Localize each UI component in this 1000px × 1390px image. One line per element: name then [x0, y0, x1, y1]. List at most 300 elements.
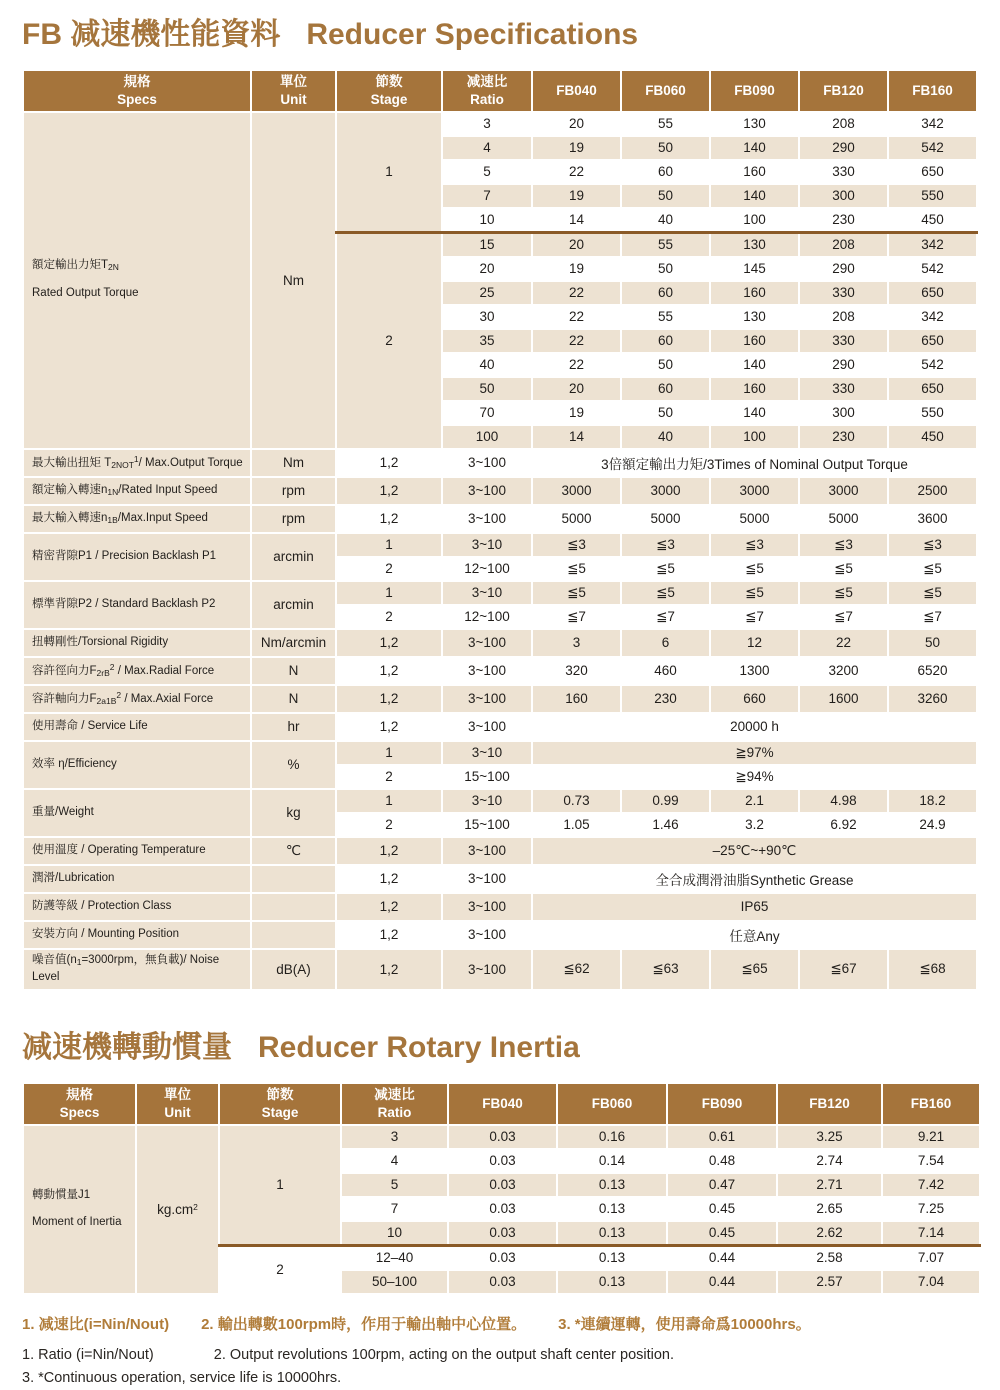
table-row: [23, 581, 977, 605]
value-cell: 20: [532, 232, 621, 257]
column-header: 减速比 Ratio: [341, 1083, 448, 1125]
value-cell: 140: [710, 136, 799, 160]
value-cell: 650: [888, 329, 977, 353]
value-cell: 100: [710, 425, 799, 449]
spec-label-cell: 潤滑/Lubrication: [23, 865, 251, 893]
ratio-cell: 10: [341, 1221, 448, 1246]
footnote-en-3: 3. *Continuous operation, service life is 10000hrs.: [22, 1369, 342, 1386]
value-cell: 0.45: [667, 1221, 777, 1246]
spec-label-cell: 容許徑向力$F_{2rB}^2$ / Max.Radial Force: [23, 657, 251, 685]
value-cell: ≦5: [888, 581, 977, 605]
unit-cell: [251, 865, 336, 893]
stage-cell: 1,2: [336, 657, 442, 685]
ratio-cell: 40: [442, 353, 532, 377]
value-cell: 6: [621, 629, 710, 657]
value-cell: 0.61: [667, 1125, 777, 1149]
value-cell: 7.04: [882, 1270, 980, 1294]
value-span-cell: ≧94%: [532, 765, 977, 789]
value-cell: 50: [621, 401, 710, 425]
table-row: [23, 112, 977, 136]
value-cell: 24.9: [888, 813, 977, 837]
value-cell: 5000: [532, 505, 621, 533]
unit-cell: N: [251, 685, 336, 713]
ratio-cell: 3~10: [442, 741, 532, 765]
reducer-rotary-inertia-table: [22, 1082, 981, 1295]
table-row: [23, 449, 977, 477]
value-cell: 160: [710, 160, 799, 184]
value-cell: ≦3: [710, 533, 799, 557]
ratio-cell: 7: [442, 184, 532, 208]
unit-cell: arcmin: [251, 533, 336, 581]
ratio-cell: 3~10: [442, 533, 532, 557]
value-cell: 60: [621, 160, 710, 184]
value-cell: ≦5: [532, 557, 621, 581]
column-header-model: FB160: [888, 70, 977, 112]
unit-cell: Nm/arcmin: [251, 629, 336, 657]
column-header-model: FB040: [532, 70, 621, 112]
table-row: [23, 629, 977, 657]
ratio-cell: 3~100: [442, 657, 532, 685]
column-header-model: FB060: [557, 1083, 667, 1125]
stage-cell: 1: [219, 1125, 341, 1246]
column-header-model: FB090: [667, 1083, 777, 1125]
value-cell: 130: [710, 305, 799, 329]
value-cell: 230: [621, 685, 710, 713]
ratio-cell: 3~100: [442, 893, 532, 921]
unit-cell: hr: [251, 713, 336, 741]
unit-cell: $kg.cm^2$: [136, 1125, 219, 1294]
ratio-cell: 3~100: [442, 685, 532, 713]
value-cell: 0.99: [621, 789, 710, 813]
value-cell: 650: [888, 377, 977, 401]
value-cell: ≦3: [888, 533, 977, 557]
value-cell: 22: [532, 305, 621, 329]
table-row: [23, 713, 977, 741]
value-cell: 2.65: [777, 1197, 882, 1221]
column-header: 規格 Specs: [23, 70, 251, 112]
value-cell: ≦3: [532, 533, 621, 557]
ratio-cell: 3~100: [442, 449, 532, 477]
value-cell: 20: [532, 112, 621, 136]
value-cell: 550: [888, 401, 977, 425]
spec-label-cell: 防護等級 / Protection Class: [23, 893, 251, 921]
stage-cell: 1,2: [336, 449, 442, 477]
value-cell: 19: [532, 184, 621, 208]
value-cell: 330: [799, 377, 888, 401]
value-cell: 300: [799, 401, 888, 425]
value-cell: ≦5: [621, 581, 710, 605]
ratio-cell: 25: [442, 281, 532, 305]
table-row: [23, 789, 977, 813]
ratio-cell: 3~10: [442, 581, 532, 605]
ratio-cell: 3~10: [442, 789, 532, 813]
value-cell: 0.03: [448, 1245, 557, 1270]
value-cell: 0.03: [448, 1270, 557, 1294]
ratio-cell: 100: [442, 425, 532, 449]
value-cell: 5000: [799, 505, 888, 533]
value-cell: 3.2: [710, 813, 799, 837]
stage-cell: 1,2: [336, 505, 442, 533]
value-cell: 3260: [888, 685, 977, 713]
spec-label-cell: 最大輸入轉速$n_{1B}/Max.Input$ Speed: [23, 505, 251, 533]
value-cell: 6.92: [799, 813, 888, 837]
value-cell: 7.07: [882, 1245, 980, 1270]
value-cell: ≦5: [621, 557, 710, 581]
value-cell: ≦5: [888, 557, 977, 581]
spec-label-cell: 使用壽命 / Service Life: [23, 713, 251, 741]
value-cell: 5000: [710, 505, 799, 533]
ratio-cell: 50: [442, 377, 532, 401]
table-body: [23, 1125, 980, 1294]
stage-cell: 1,2: [336, 477, 442, 505]
ratio-cell: 3~100: [442, 505, 532, 533]
value-cell: 140: [710, 184, 799, 208]
value-cell: 0.48: [667, 1149, 777, 1173]
value-cell: 140: [710, 353, 799, 377]
ratio-cell: 3~100: [442, 837, 532, 865]
stage-cell: 1: [336, 112, 442, 233]
stage-cell: 2: [336, 557, 442, 581]
value-cell: 22: [532, 281, 621, 305]
value-cell: 1300: [710, 657, 799, 685]
unit-cell: rpm: [251, 505, 336, 533]
value-cell: 7.25: [882, 1197, 980, 1221]
ratio-cell: 3~100: [442, 629, 532, 657]
value-cell: 60: [621, 377, 710, 401]
value-cell: 3000: [621, 477, 710, 505]
footnote-en-1: 1. Ratio (i=Nin/Nout): [22, 1346, 154, 1363]
ratio-cell: 4: [442, 136, 532, 160]
value-cell: 342: [888, 112, 977, 136]
value-cell: 1.46: [621, 813, 710, 837]
footnotes-en-line2: [22, 1367, 978, 1390]
ratio-cell: 7: [341, 1197, 448, 1221]
spec-title: [22, 18, 978, 53]
stage-cell: 1,2: [336, 921, 442, 949]
value-cell: 2.71: [777, 1173, 882, 1197]
spec-label-cell: 最大輸出扭矩 $T_{2NOT}^1/$ Max.Output Torque: [23, 449, 251, 477]
value-cell: ≦7: [621, 605, 710, 629]
value-cell: 22: [532, 329, 621, 353]
value-cell: 60: [621, 281, 710, 305]
value-cell: ≦62: [532, 949, 621, 991]
value-cell: 40: [621, 208, 710, 233]
value-cell: 0.16: [557, 1125, 667, 1149]
unit-cell: Nm: [251, 449, 336, 477]
value-span-cell: 全合成潤滑油脂Synthetic Grease: [532, 865, 977, 893]
value-cell: 14: [532, 208, 621, 233]
column-header: 節数 Stage: [336, 70, 442, 112]
value-cell: ≦7: [888, 605, 977, 629]
value-cell: 0.03: [448, 1197, 557, 1221]
ratio-cell: 3~100: [442, 713, 532, 741]
table-header: [23, 70, 977, 112]
stage-cell: 1,2: [336, 837, 442, 865]
column-header: 規格 Specs: [23, 1083, 136, 1125]
value-cell: 230: [799, 425, 888, 449]
value-cell: ≦63: [621, 949, 710, 991]
value-cell: 6520: [888, 657, 977, 685]
value-cell: 542: [888, 136, 977, 160]
table-row: [23, 837, 977, 865]
stage-cell: 1: [336, 581, 442, 605]
spec-label-cell: 扭轉剛性/Torsional Rigidity: [23, 629, 251, 657]
value-cell: 0.13: [557, 1270, 667, 1294]
value-cell: 22: [799, 629, 888, 657]
value-cell: 1600: [799, 685, 888, 713]
column-header-model: FB160: [882, 1083, 980, 1125]
value-cell: 160: [710, 281, 799, 305]
ratio-cell: 5: [442, 160, 532, 184]
value-cell: 20: [532, 377, 621, 401]
value-cell: 55: [621, 112, 710, 136]
value-cell: 290: [799, 353, 888, 377]
value-span-cell: 任意Any: [532, 921, 977, 949]
stage-cell: 1,2: [336, 865, 442, 893]
footnote-zh-2: 2. 輸出轉數100rpm時，作用于輸出軸中心位置。: [201, 1315, 527, 1333]
spec-label-cell: 使用溫度 / Operating Temperature: [23, 837, 251, 865]
inertia-title-en: Reducer Rotary Inertia: [258, 1031, 580, 1065]
value-cell: ≦7: [532, 605, 621, 629]
stage-cell: 1: [336, 533, 442, 557]
value-cell: 330: [799, 329, 888, 353]
value-cell: ≦68: [888, 949, 977, 991]
value-cell: 450: [888, 208, 977, 233]
value-span-cell: 3倍額定輸出力矩/3Times of Nominal Output Torque: [532, 449, 977, 477]
ratio-cell: 15~100: [442, 765, 532, 789]
ratio-cell: 50–100: [341, 1270, 448, 1294]
value-cell: 50: [621, 257, 710, 281]
footnotes-zh: [22, 1313, 978, 1334]
value-cell: 290: [799, 136, 888, 160]
column-header-model: FB120: [777, 1083, 882, 1125]
spec-title-en: Reducer Specifications: [306, 18, 639, 51]
value-cell: 0.13: [557, 1221, 667, 1246]
table-header: [23, 1083, 980, 1125]
value-cell: 22: [532, 160, 621, 184]
value-span-cell: IP65: [532, 893, 977, 921]
value-cell: 0.14: [557, 1149, 667, 1173]
ratio-cell: 30: [442, 305, 532, 329]
stage-cell: 2: [336, 765, 442, 789]
footnotes-en-line1: [22, 1344, 978, 1367]
value-cell: ≦5: [710, 581, 799, 605]
column-header: 節数 Stage: [219, 1083, 341, 1125]
column-header-model: FB120: [799, 70, 888, 112]
value-cell: ≦3: [621, 533, 710, 557]
spec-label-cell: 噪音值($n_1=3000rpm$，無負載)/ Noise Level: [23, 949, 251, 991]
stage-cell: 1,2: [336, 713, 442, 741]
ratio-cell: 15: [442, 232, 532, 257]
value-cell: 40: [621, 425, 710, 449]
value-cell: 9.21: [882, 1125, 980, 1149]
ratio-cell: 70: [442, 401, 532, 425]
value-cell: 542: [888, 257, 977, 281]
column-header-model: FB040: [448, 1083, 557, 1125]
value-cell: 50: [888, 629, 977, 657]
value-span-cell: 20000 h: [532, 713, 977, 741]
value-cell: 208: [799, 232, 888, 257]
unit-cell: N: [251, 657, 336, 685]
value-cell: 2.1: [710, 789, 799, 813]
value-cell: 460: [621, 657, 710, 685]
ratio-cell: 35: [442, 329, 532, 353]
value-cell: 3000: [799, 477, 888, 505]
stage-cell: 2: [336, 813, 442, 837]
ratio-cell: 3~100: [442, 477, 532, 505]
header-row: [23, 70, 977, 112]
unit-cell: dB(A): [251, 949, 336, 991]
value-cell: 5000: [621, 505, 710, 533]
value-cell: 3: [532, 629, 621, 657]
value-cell: 2.57: [777, 1270, 882, 1294]
table-row: [23, 657, 977, 685]
stage-cell: 1: [336, 789, 442, 813]
spec-label-cell: 安裝方向 / Mounting Position: [23, 921, 251, 949]
value-cell: 342: [888, 232, 977, 257]
value-cell: ≦5: [799, 557, 888, 581]
value-cell: 1.05: [532, 813, 621, 837]
value-cell: 0.13: [557, 1197, 667, 1221]
value-cell: 130: [710, 232, 799, 257]
value-cell: 160: [710, 329, 799, 353]
value-cell: ≦3: [799, 533, 888, 557]
spec-label-cell: 額定輸入轉速$n_{1N}$/Rated Input Speed: [23, 477, 251, 505]
unit-cell: ℃: [251, 837, 336, 865]
stage-cell: 1,2: [336, 949, 442, 991]
value-cell: 290: [799, 257, 888, 281]
value-cell: 3000: [710, 477, 799, 505]
stage-cell: 1,2: [336, 893, 442, 921]
table-row: [23, 949, 977, 991]
footnote-en-2: 2. Output revolutions 100rpm, acting on the output shaft center position.: [213, 1346, 675, 1363]
value-cell: 0.44: [667, 1245, 777, 1270]
table-row: [23, 893, 977, 921]
value-cell: ≦7: [799, 605, 888, 629]
ratio-cell: 10: [442, 208, 532, 233]
ratio-cell: 3: [341, 1125, 448, 1149]
value-cell: 330: [799, 160, 888, 184]
value-cell: 0.73: [532, 789, 621, 813]
value-cell: 0.03: [448, 1173, 557, 1197]
value-cell: 342: [888, 305, 977, 329]
value-cell: 2500: [888, 477, 977, 505]
table-row: [23, 921, 977, 949]
column-header: 單位 Unit: [251, 70, 336, 112]
value-cell: 7.14: [882, 1221, 980, 1246]
value-cell: 19: [532, 257, 621, 281]
value-cell: 55: [621, 305, 710, 329]
stage-cell: 2: [336, 605, 442, 629]
spec-label-cell: 轉動慣量J1 Moment of Inertia: [23, 1125, 136, 1294]
value-cell: 2.74: [777, 1149, 882, 1173]
value-cell: 140: [710, 401, 799, 425]
unit-cell: %: [251, 741, 336, 789]
spec-label-cell: 精密背隙P1 / Precision Backlash P1: [23, 533, 251, 581]
value-cell: 450: [888, 425, 977, 449]
stage-cell: 1,2: [336, 629, 442, 657]
value-cell: 145: [710, 257, 799, 281]
value-cell: 160: [532, 685, 621, 713]
column-header: 單位 Unit: [136, 1083, 219, 1125]
value-cell: 55: [621, 232, 710, 257]
value-cell: 550: [888, 184, 977, 208]
ratio-cell: 3~100: [442, 865, 532, 893]
value-cell: 0.13: [557, 1173, 667, 1197]
stage-cell: 2: [219, 1245, 341, 1294]
column-header-model: FB060: [621, 70, 710, 112]
unit-cell: [251, 921, 336, 949]
unit-cell: rpm: [251, 477, 336, 505]
value-cell: 4.98: [799, 789, 888, 813]
ratio-cell: 15~100: [442, 813, 532, 837]
inertia-title: [22, 1031, 978, 1066]
reducer-specifications-table: [22, 69, 978, 992]
table-row: [23, 505, 977, 533]
table-body: [23, 112, 977, 991]
value-cell: ≦5: [799, 581, 888, 605]
value-cell: ≦67: [799, 949, 888, 991]
value-cell: 0.47: [667, 1173, 777, 1197]
value-cell: 0.13: [557, 1245, 667, 1270]
value-cell: 7.42: [882, 1173, 980, 1197]
unit-cell: kg: [251, 789, 336, 837]
stage-cell: 1: [336, 741, 442, 765]
unit-cell: Nm: [251, 112, 336, 449]
value-cell: ≦65: [710, 949, 799, 991]
table-row: [23, 741, 977, 765]
unit-cell: [251, 893, 336, 921]
value-cell: ≦5: [710, 557, 799, 581]
table-row: [23, 865, 977, 893]
spec-label-cell: 容許軸向力$F_{2a1B}^2$ / Max.Axial Force: [23, 685, 251, 713]
value-span-cell: ≧97%: [532, 741, 977, 765]
value-cell: 19: [532, 401, 621, 425]
ratio-cell: 12~100: [442, 557, 532, 581]
value-span-cell: –25℃~+90℃: [532, 837, 977, 865]
value-cell: 330: [799, 281, 888, 305]
spec-label-cell: 效率 η/Efficiency: [23, 741, 251, 789]
column-header-model: FB090: [710, 70, 799, 112]
value-cell: 50: [621, 353, 710, 377]
value-cell: 3600: [888, 505, 977, 533]
spec-label-cell: 重量/Weight: [23, 789, 251, 837]
ratio-cell: 3~100: [442, 921, 532, 949]
ratio-cell: 5: [341, 1173, 448, 1197]
inertia-title-zh: 减速機轉動慣量: [22, 1031, 232, 1065]
value-cell: 2.58: [777, 1245, 882, 1270]
value-cell: 3.25: [777, 1125, 882, 1149]
value-cell: ≦7: [710, 605, 799, 629]
value-cell: 650: [888, 281, 977, 305]
table-row: [23, 1125, 980, 1149]
value-cell: 542: [888, 353, 977, 377]
footnote-zh-1: 1. 减速比(i=Nin/Nout): [22, 1315, 170, 1333]
unit-cell: arcmin: [251, 581, 336, 629]
header-row: [23, 1083, 980, 1125]
value-cell: 100: [710, 208, 799, 233]
value-cell: 12: [710, 629, 799, 657]
value-cell: 208: [799, 305, 888, 329]
value-cell: 230: [799, 208, 888, 233]
table-row: [23, 685, 977, 713]
value-cell: 0.44: [667, 1270, 777, 1294]
value-cell: 0.45: [667, 1197, 777, 1221]
value-cell: 300: [799, 184, 888, 208]
value-cell: 320: [532, 657, 621, 685]
value-cell: 22: [532, 353, 621, 377]
value-cell: 14: [532, 425, 621, 449]
